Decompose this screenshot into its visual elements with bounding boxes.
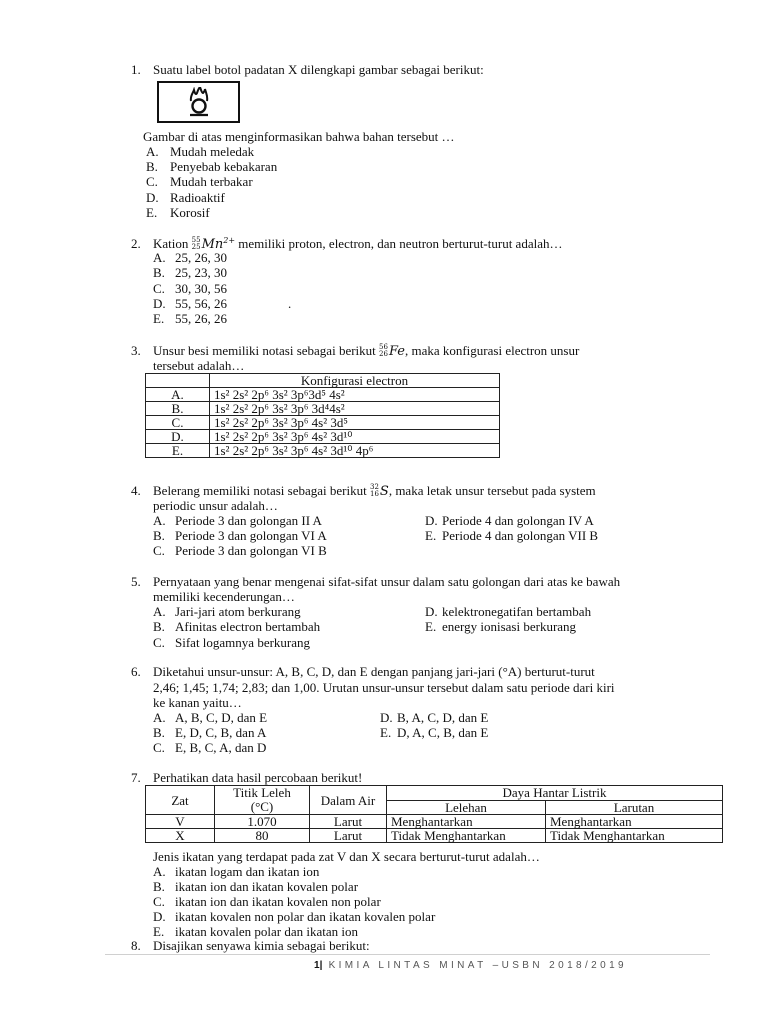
option-text: Mudah meledak	[170, 144, 255, 159]
option-letter: C.	[153, 740, 165, 755]
nuclide-notation	[370, 484, 389, 499]
question-number: 8.	[131, 938, 141, 953]
table-row	[146, 444, 500, 458]
header-daya-hantar: Daya Hantar Listrik	[387, 786, 723, 801]
experiment-table	[145, 785, 723, 843]
option-text: Periode 3 dan golongan VI A	[175, 528, 327, 543]
question-text	[153, 343, 579, 359]
question-stem: Jenis ikatan yang terdapat pada zat V dan X secara berturut-turut adalah…	[153, 849, 540, 864]
question-text: Perhatikan data hasil percobaan berikut!	[153, 770, 363, 785]
cell-zat: V	[146, 815, 215, 829]
option-letter: E.	[380, 725, 392, 740]
option-letter: B.	[153, 619, 165, 634]
cell-lelehan: Menghantarkan	[387, 815, 546, 829]
option-letter: A.	[146, 144, 159, 159]
option-text: 55, 26, 26	[175, 311, 227, 326]
element-symbol: Fe	[388, 344, 405, 359]
option-letter: B.	[153, 528, 165, 543]
page-footer	[314, 958, 627, 973]
option-letter: A.	[153, 604, 166, 619]
option-letter: A.	[153, 864, 166, 879]
option-text: energy ionisasi berkurang	[442, 619, 577, 634]
row-letter: A.	[146, 388, 210, 402]
row-letter: C.	[146, 416, 210, 430]
header-zat: Zat	[146, 786, 215, 815]
option-text: Mudah terbakar	[170, 174, 253, 189]
option-letter: E.	[425, 619, 437, 634]
nuclide-notation	[379, 344, 405, 359]
option-letter: D.	[153, 296, 166, 311]
footer-divider	[105, 954, 710, 955]
table-row	[146, 416, 500, 430]
question-rest: memiliki proton, electron, dan neutron berturut-turut adalah…	[238, 236, 563, 251]
row-config: 1s² 2s² 2p⁶ 3s² 3p⁶ 4s² 3d⁵	[210, 416, 500, 430]
question-text-line2: 2,46; 1,45; 1,74; 2,83; dan 1,00. Urutan unsur-unsur tersebut dalam satu periode dari kiri	[153, 680, 615, 695]
row-config: 1s² 2s² 2p⁶ 3s² 3p⁶ 3d⁴4s²	[210, 402, 500, 416]
option-letter: E.	[425, 528, 437, 543]
cell-titik: 80	[215, 829, 310, 843]
option-text: Korosif	[170, 205, 210, 220]
option-text: B, A, C, D, dan E	[397, 710, 489, 725]
option-text: E, B, C, A, dan D	[175, 740, 267, 755]
cell-air: Larut	[310, 829, 387, 843]
element-symbol: S	[379, 484, 389, 499]
header-larutan: Larutan	[546, 800, 723, 815]
option-letter: C.	[153, 635, 165, 650]
option-text: 25, 23, 30	[175, 265, 227, 280]
option-letter: B.	[153, 725, 165, 740]
option-text: Periode 3 dan golongan II A	[175, 513, 322, 528]
mass-number: 32	[369, 483, 379, 491]
question-number: 1.	[131, 62, 141, 77]
oxidizer-flame-icon	[184, 87, 214, 117]
element-symbol: Mn	[201, 237, 224, 252]
table-row	[146, 829, 723, 843]
question-lead: Kation	[153, 236, 189, 251]
option-letter: A.	[153, 710, 166, 725]
option-letter: E.	[146, 205, 158, 220]
option-text: Radioaktif	[170, 190, 225, 205]
row-config: 1s² 2s² 2p⁶ 3s² 3p⁶3d⁵ 4s²	[210, 388, 500, 402]
option-text: ikatan ion dan ikatan kovalen polar	[175, 879, 359, 894]
question-number: 4.	[131, 483, 141, 498]
option-letter: B.	[153, 879, 165, 894]
table-header-row	[146, 786, 723, 801]
question-text: Disajikan senyawa kimia sebagai berikut:	[153, 938, 370, 953]
option-letter: E.	[153, 924, 165, 939]
question-lead: Belerang memiliki notasi sebagai berikut	[153, 483, 367, 498]
question-stem: Gambar di atas menginformasikan bahwa bahan tersebut …	[143, 129, 455, 144]
option-text: Periode 3 dan golongan VI B	[175, 543, 327, 558]
stray-dot: .	[288, 296, 292, 311]
row-config: 1s² 2s² 2p⁶ 3s² 3p⁶ 4s² 3d¹⁰ 4p⁶	[210, 444, 500, 458]
page-number: 1	[314, 960, 320, 971]
option-text: Periode 4 dan golongan VII B	[442, 528, 599, 543]
electron-config-table	[145, 373, 500, 458]
option-letter: B.	[146, 159, 158, 174]
table-cell	[146, 374, 210, 388]
option-text: kelektronegatifan bertambah	[442, 604, 592, 619]
question-rest: , maka konfigurasi electron unsur	[404, 343, 580, 358]
option-letter: C.	[153, 281, 165, 296]
row-letter: B.	[146, 402, 210, 416]
cell-zat: X	[146, 829, 215, 843]
option-letter: D.	[153, 909, 166, 924]
question-number: 7.	[131, 770, 141, 785]
option-text: Penyebab kebakaran	[170, 159, 278, 174]
row-letter: D.	[146, 430, 210, 444]
option-text: 30, 30, 56	[175, 281, 227, 296]
table-row	[146, 815, 723, 829]
option-letter: A.	[153, 513, 166, 528]
cell-titik: 1.070	[215, 815, 310, 829]
cell-lelehan: Tidak Menghantarkan	[387, 829, 546, 843]
option-text: A, B, C, D, dan E	[175, 710, 268, 725]
question-text: Suatu label botol padatan X dilengkapi gambar sebagai berikut:	[153, 62, 484, 77]
question-rest: , maka letak unsur tersebut pada system	[388, 483, 596, 498]
question-text-line3: ke kanan yaitu…	[153, 695, 242, 710]
question-number: 6.	[131, 664, 141, 679]
footer-title: KIMIA LINTAS MINAT –USBN 2018/2019	[328, 960, 628, 971]
option-text: Afinitas electron bertambah	[175, 619, 321, 634]
question-number: 3.	[131, 343, 141, 358]
table-row	[146, 388, 500, 402]
option-letter: A.	[153, 250, 166, 265]
cell-larutan: Tidak Menghantarkan	[546, 829, 723, 843]
table-row	[146, 402, 500, 416]
mass-number: 56	[379, 343, 388, 351]
atomic-number: 16	[369, 490, 379, 498]
option-text: D, A, C, B, dan E	[397, 725, 489, 740]
option-text: ikatan ion dan ikatan kovalen non polar	[175, 894, 381, 909]
question-number: 5.	[131, 574, 141, 589]
question-text	[153, 483, 596, 499]
ion-charge: 2+	[223, 236, 236, 245]
option-text: 25, 26, 30	[175, 250, 227, 265]
question-text-line2: tersebut adalah…	[153, 358, 245, 373]
row-config: 1s² 2s² 2p⁶ 3s² 3p⁶ 4s² 3d¹⁰	[210, 430, 500, 444]
table-header: Konfigurasi electron	[210, 374, 500, 388]
option-letter: D.	[425, 513, 438, 528]
option-letter: D.	[425, 604, 438, 619]
option-text: Periode 4 dan golongan IV A	[442, 513, 594, 528]
header-titik-line2: (°C)	[250, 799, 274, 814]
option-letter: D.	[146, 190, 159, 205]
option-text: ikatan kovalen non polar dan ikatan kovalen polar	[175, 909, 436, 924]
atomic-number: 25	[191, 243, 201, 251]
cell-air: Larut	[310, 815, 387, 829]
option-letter: C.	[146, 174, 158, 189]
footer-separator: |	[319, 960, 323, 971]
question-text: Diketahui unsur-unsur: A, B, C, D, dan E dengan panjang jari-jari (°A) berturut-turut	[153, 664, 595, 679]
option-letter: E.	[153, 311, 165, 326]
question-number: 2.	[131, 236, 141, 251]
option-text: Jari-jari atom berkurang	[175, 604, 301, 619]
header-lelehan: Lelehan	[387, 800, 546, 815]
option-letter: D.	[380, 710, 393, 725]
option-text: E, D, C, B, dan A	[175, 725, 267, 740]
option-text: Sifat logamnya berkurang	[175, 635, 311, 650]
mass-number: 55	[191, 236, 201, 244]
header-titik-line1: Titik Leleh	[233, 785, 291, 800]
option-text: 55, 56, 26	[175, 296, 227, 311]
atomic-number: 26	[379, 350, 388, 358]
question-lead: Unsur besi memiliki notasi sebagai berikut	[153, 343, 376, 358]
header-titik-leleh	[215, 786, 310, 815]
hazard-label-box	[157, 81, 240, 123]
row-letter: E.	[146, 444, 210, 458]
option-letter: C.	[153, 543, 165, 558]
table-row	[146, 430, 500, 444]
cell-larutan: Menghantarkan	[546, 815, 723, 829]
question-text-line2: memiliki kecenderungan…	[153, 589, 295, 604]
header-dalam-air: Dalam Air	[310, 786, 387, 815]
option-text: ikatan kovalen polar dan ikatan ion	[175, 924, 359, 939]
option-text: ikatan logam dan ikatan ion	[175, 864, 320, 879]
option-letter: B.	[153, 265, 165, 280]
option-letter: C.	[153, 894, 165, 909]
question-text: Pernyataan yang benar mengenai sifat-sifat unsur dalam satu golongan dari atas ke bawah	[153, 574, 621, 589]
table-header-row	[146, 374, 500, 388]
question-text-line2: periodic unsur adalah…	[153, 498, 278, 513]
